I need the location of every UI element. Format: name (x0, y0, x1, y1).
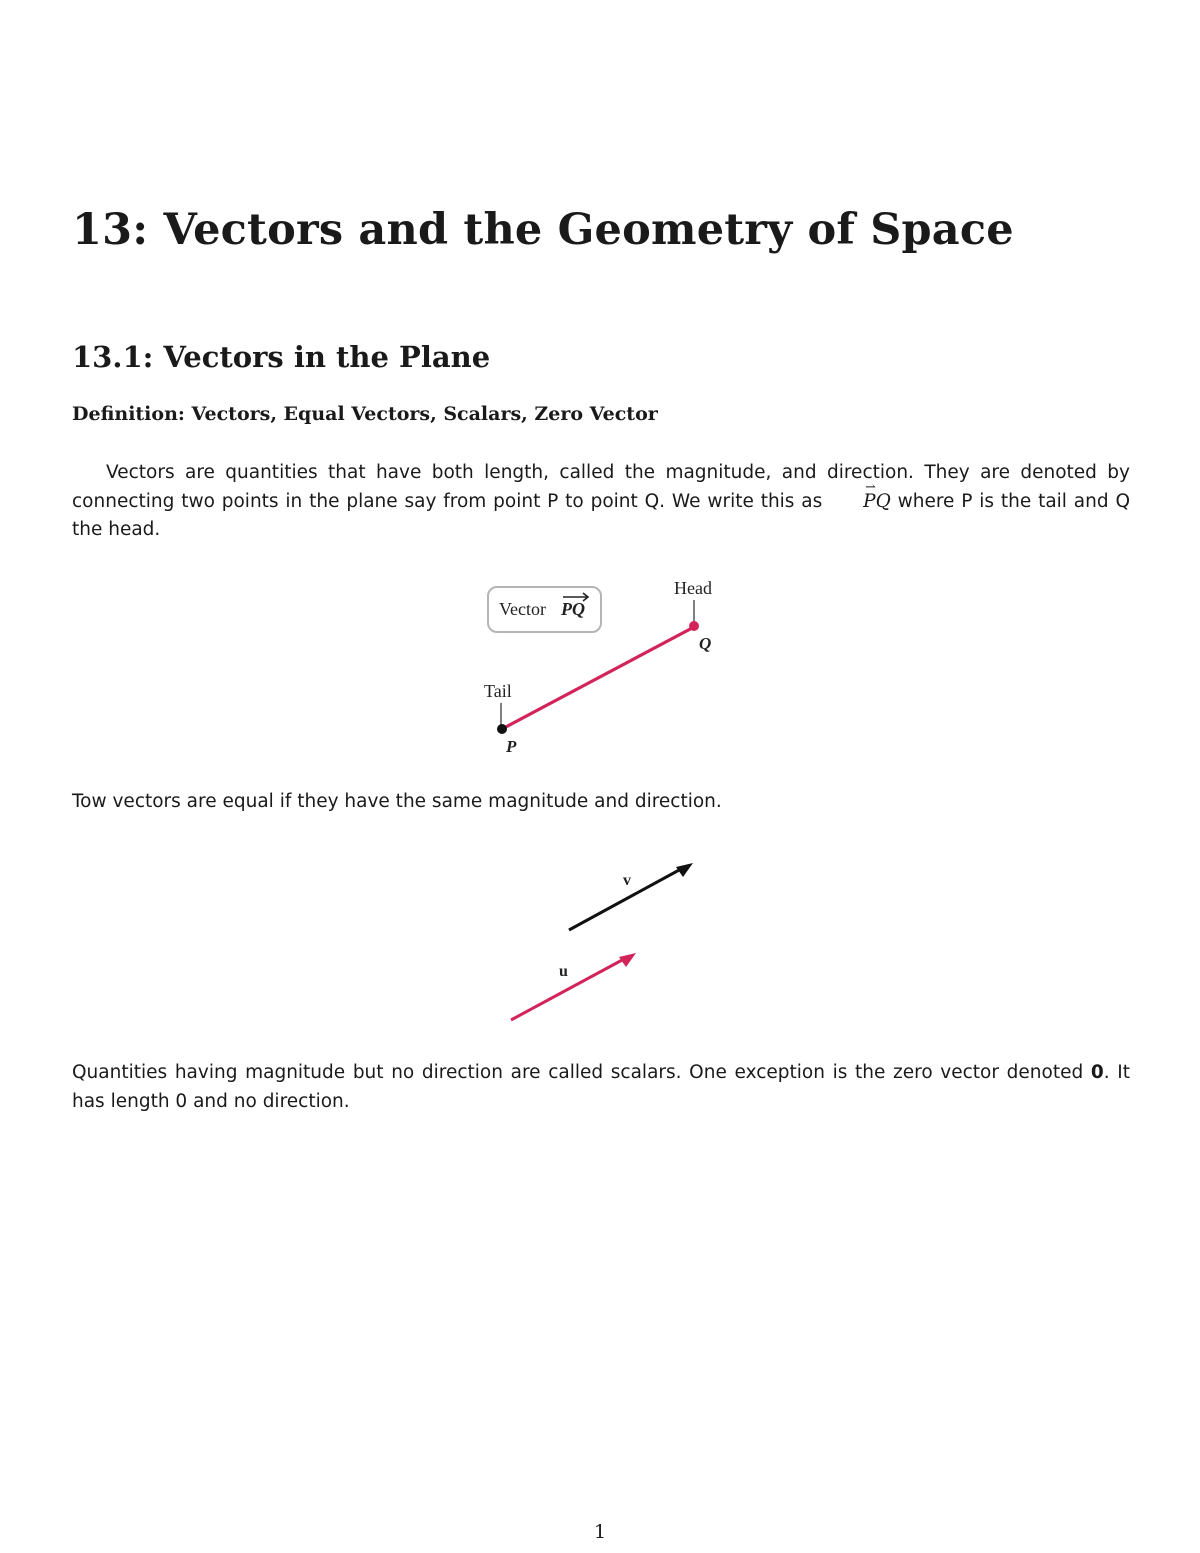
tail-point-p (497, 724, 507, 734)
vector-box-label: Vector (499, 599, 546, 619)
paragraph-equal-vectors: Tow vectors are equal if they have the same magnitude and direction. (72, 791, 722, 812)
vector-u-arrowhead-icon (619, 953, 636, 967)
section-title: 13.1: Vectors in the Plane (72, 340, 491, 374)
point-p-label: P (506, 737, 517, 756)
vector-u-label: u (559, 963, 568, 980)
equal-vectors-figure (495, 855, 705, 1030)
vector-box-pq: PQ (561, 599, 585, 619)
point-q-label: Q (699, 634, 712, 653)
vector-v-arrowhead-icon (676, 863, 693, 877)
vector-v-label: v (623, 872, 631, 889)
paragraph-scalars (72, 1059, 1130, 1116)
head-point-q (689, 621, 699, 631)
vector-pq-line (502, 627, 694, 729)
paragraph-text-before: Quantities having magnitude but no direction are called scalars. One exception is the zero vector denoted (72, 1062, 1091, 1083)
paragraph-text-after: . It has length 0 and no direction. (72, 1062, 1130, 1112)
page-number: 1 (593, 1521, 607, 1543)
vector-notation-pq (829, 479, 891, 517)
paragraph-vectors-definition (72, 459, 1130, 545)
definition-heading: Definition: Vectors, Equal Vectors, Scalars, Zero Vector (72, 403, 658, 425)
vector-pq-figure (470, 570, 740, 765)
paragraph-text-before: Vectors are quantities that have both length, called the magnitude, and direction. They are denoted by connecting two points in the plane say from point P to point Q. We write this as (72, 462, 1130, 512)
zero-vector-symbol: 0 (1090, 1062, 1104, 1083)
vector-arrow-mark: ⇀ (865, 479, 877, 495)
vector-label-box (488, 587, 601, 632)
tail-label: Tail (484, 681, 512, 701)
vector-notation-text: PQ (863, 490, 891, 512)
paragraph-text-after: where P is the tail and Q the head. (72, 490, 1131, 540)
chapter-title: 13: Vectors and the Geometry of Space (72, 205, 1014, 255)
head-label: Head (674, 578, 712, 598)
